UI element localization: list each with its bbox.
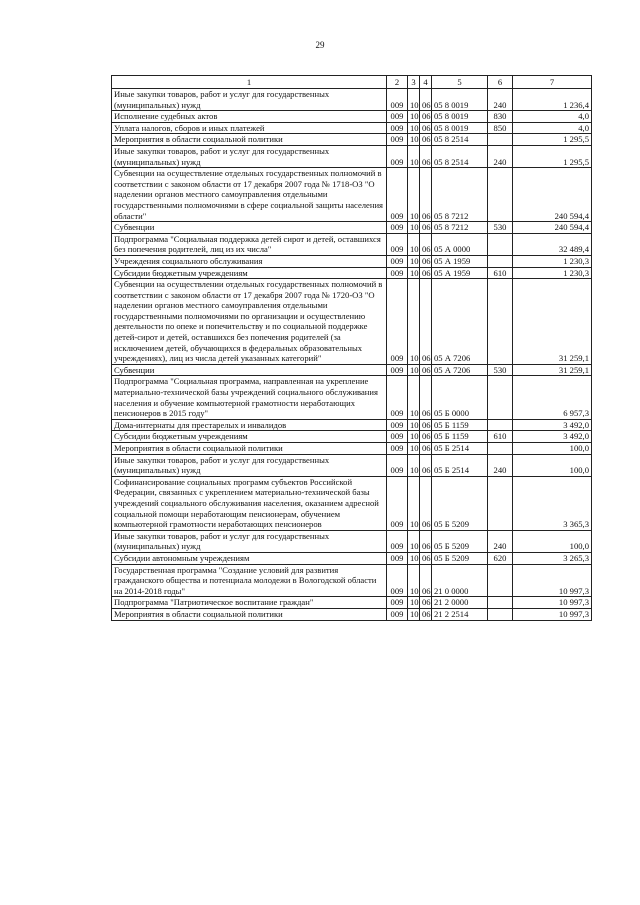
table-row bbox=[112, 597, 592, 609]
row-c7-cell: 3 492,0 bbox=[513, 419, 592, 431]
budget-table bbox=[111, 75, 592, 621]
row-c2-cell: 009 bbox=[387, 222, 408, 234]
row-name-cell: Мероприятия в области социальной политики bbox=[112, 443, 387, 455]
row-c4-cell: 06 bbox=[420, 145, 432, 167]
table-row bbox=[112, 168, 592, 222]
row-c5-cell: 05 Б 2514 bbox=[432, 454, 488, 476]
row-c2-cell: 009 bbox=[387, 431, 408, 443]
row-c7-cell: 10 997,3 bbox=[513, 564, 592, 597]
row-c6-cell: 530 bbox=[488, 364, 513, 376]
row-name-cell: Мероприятия в области социальной политики bbox=[112, 608, 387, 620]
row-c2-cell: 009 bbox=[387, 364, 408, 376]
row-c3-cell: 10 bbox=[408, 552, 420, 564]
row-name-cell: Дома-интернаты для престарелых и инвалидов bbox=[112, 419, 387, 431]
row-c5-cell: 05 А 1959 bbox=[432, 255, 488, 267]
row-c3-cell: 10 bbox=[408, 419, 420, 431]
row-c3-cell: 10 bbox=[408, 443, 420, 455]
row-c2-cell: 009 bbox=[387, 454, 408, 476]
row-c2-cell: 009 bbox=[387, 476, 408, 530]
table-row bbox=[112, 111, 592, 123]
row-c7-cell: 10 997,3 bbox=[513, 597, 592, 609]
header-row bbox=[112, 76, 592, 89]
row-c3-cell: 10 bbox=[408, 564, 420, 597]
row-c4-cell: 06 bbox=[420, 431, 432, 443]
row-c4-cell: 06 bbox=[420, 111, 432, 123]
row-c7-cell: 100,0 bbox=[513, 454, 592, 476]
page-number: 29 bbox=[315, 40, 325, 50]
row-c7-cell: 31 259,1 bbox=[513, 279, 592, 365]
row-name-cell: Уплата налогов, сборов и иных платежей bbox=[112, 122, 387, 134]
row-c6-cell bbox=[488, 597, 513, 609]
row-c6-cell: 530 bbox=[488, 222, 513, 234]
row-c6-cell: 610 bbox=[488, 431, 513, 443]
row-name-cell: Софинансирование социальных программ субъектов Российской Федерации, связанных с укреплением материально-технической базы учреждений социального обслуживания населения, оказанием адресной социальной помощи неработающим пенсионерам, обучением компьютерной грамотности неработающих пенсионеров bbox=[112, 476, 387, 530]
row-name-cell: Иные закупки товаров, работ и услуг для государственных (муниципальных) нужд bbox=[112, 454, 387, 476]
row-c3-cell: 10 bbox=[408, 279, 420, 365]
row-name-cell: Подпрограмма "Социальная программа, направленная на укрепление материально-технической базы учреждений социального обслуживания населения и обучение компьютерной грамотности неработающих пенсионеров в 2015 году" bbox=[112, 376, 387, 419]
row-name-cell: Субвенции на осуществление отдельных государственных полномочий в соответствии с законом области от 17 декабря 2007 года № 1718-ОЗ "О наделении органов местного самоуправления отдельными государственными полномочиями в сфере социальной защиты населения области" bbox=[112, 168, 387, 222]
table-row bbox=[112, 564, 592, 597]
row-c4-cell: 06 bbox=[420, 89, 432, 111]
row-c7-cell: 100,0 bbox=[513, 443, 592, 455]
row-c6-cell bbox=[488, 476, 513, 530]
table-row bbox=[112, 608, 592, 620]
row-c4-cell: 06 bbox=[420, 443, 432, 455]
table-row bbox=[112, 443, 592, 455]
row-c7-cell: 100,0 bbox=[513, 530, 592, 552]
row-c7-cell: 10 997,3 bbox=[513, 608, 592, 620]
row-c6-cell bbox=[488, 564, 513, 597]
row-c6-cell: 240 bbox=[488, 454, 513, 476]
row-c4-cell: 06 bbox=[420, 608, 432, 620]
row-c4-cell: 06 bbox=[420, 168, 432, 222]
row-c4-cell: 06 bbox=[420, 597, 432, 609]
row-c6-cell bbox=[488, 134, 513, 146]
row-c6-cell: 830 bbox=[488, 111, 513, 123]
row-name-cell: Подпрограмма "Социальная поддержка детей сирот и детей, оставшихся без попечения родителей, лиц из их числа" bbox=[112, 233, 387, 255]
row-c6-cell bbox=[488, 168, 513, 222]
row-c5-cell: 05 8 0019 bbox=[432, 89, 488, 111]
row-c3-cell: 10 bbox=[408, 222, 420, 234]
row-c2-cell: 009 bbox=[387, 279, 408, 365]
row-c4-cell: 06 bbox=[420, 552, 432, 564]
header-cell: 6 bbox=[488, 76, 513, 89]
row-c3-cell: 10 bbox=[408, 233, 420, 255]
row-name-cell: Субсидии бюджетным учреждениям bbox=[112, 267, 387, 279]
row-c6-cell: 620 bbox=[488, 552, 513, 564]
row-c7-cell: 240 594,4 bbox=[513, 168, 592, 222]
row-c5-cell: 21 2 0000 bbox=[432, 597, 488, 609]
table-row bbox=[112, 376, 592, 419]
row-c2-cell: 009 bbox=[387, 255, 408, 267]
header-cell: 5 bbox=[432, 76, 488, 89]
row-c3-cell: 10 bbox=[408, 134, 420, 146]
row-c3-cell: 10 bbox=[408, 168, 420, 222]
row-c4-cell: 06 bbox=[420, 476, 432, 530]
row-c7-cell: 1 236,4 bbox=[513, 89, 592, 111]
table-row bbox=[112, 122, 592, 134]
row-c6-cell bbox=[488, 608, 513, 620]
row-c5-cell: 05 Б 1159 bbox=[432, 419, 488, 431]
row-c7-cell: 1 230,3 bbox=[513, 255, 592, 267]
row-c3-cell: 10 bbox=[408, 476, 420, 530]
row-c5-cell: 05 Б 5209 bbox=[432, 530, 488, 552]
table-row bbox=[112, 476, 592, 530]
row-c3-cell: 10 bbox=[408, 530, 420, 552]
row-c4-cell: 06 bbox=[420, 419, 432, 431]
row-c5-cell: 05 Б 1159 bbox=[432, 431, 488, 443]
row-c6-cell bbox=[488, 255, 513, 267]
row-c6-cell bbox=[488, 419, 513, 431]
row-c5-cell: 05 Б 5209 bbox=[432, 476, 488, 530]
row-c6-cell bbox=[488, 279, 513, 365]
row-c4-cell: 06 bbox=[420, 255, 432, 267]
table-row bbox=[112, 255, 592, 267]
row-c7-cell: 31 259,1 bbox=[513, 364, 592, 376]
table-row bbox=[112, 233, 592, 255]
row-c6-cell: 240 bbox=[488, 145, 513, 167]
header-cell: 2 bbox=[387, 76, 408, 89]
row-c3-cell: 10 bbox=[408, 122, 420, 134]
header-cell: 1 bbox=[112, 76, 387, 89]
row-c2-cell: 009 bbox=[387, 530, 408, 552]
row-name-cell: Субвенции на осуществлении отдельных государственных полномочий в соответствии с законом области от 17 декабря 2007 года № 1720-ОЗ "О наделении органов местного самоуправления отдельными государственными полномочиями по организации и осуществлению деятельности по опеке и попечительству и по социальной поддержке детей-сирот и детей, оставшихся без попечения родителей (за исключением детей, обучающихся в федеральных образовательных учреждениях), лиц из числа детей указанных категорий" bbox=[112, 279, 387, 365]
row-c3-cell: 10 bbox=[408, 255, 420, 267]
row-c2-cell: 009 bbox=[387, 443, 408, 455]
row-c4-cell: 06 bbox=[420, 267, 432, 279]
row-c5-cell: 05 8 0019 bbox=[432, 111, 488, 123]
row-name-cell: Исполнение судебных актов bbox=[112, 111, 387, 123]
row-c3-cell: 10 bbox=[408, 267, 420, 279]
table-row bbox=[112, 364, 592, 376]
row-name-cell: Иные закупки товаров, работ и услуг для государственных (муниципальных) нужд bbox=[112, 145, 387, 167]
row-c2-cell: 009 bbox=[387, 122, 408, 134]
row-c4-cell: 06 bbox=[420, 454, 432, 476]
table-row bbox=[112, 431, 592, 443]
row-name-cell: Государственная программа "Создание условий для развития гражданского общества и потенциала молодежи в Вологодской области на 2014-2018 годы" bbox=[112, 564, 387, 597]
row-c5-cell: 05 А 1959 bbox=[432, 267, 488, 279]
table-row bbox=[112, 145, 592, 167]
row-c7-cell: 1 230,3 bbox=[513, 267, 592, 279]
row-c4-cell: 06 bbox=[420, 279, 432, 365]
row-c5-cell: 05 А 0000 bbox=[432, 233, 488, 255]
row-name-cell: Субвенции bbox=[112, 364, 387, 376]
row-c3-cell: 10 bbox=[408, 597, 420, 609]
row-c3-cell: 10 bbox=[408, 376, 420, 419]
row-c6-cell bbox=[488, 443, 513, 455]
table-row bbox=[112, 222, 592, 234]
row-c5-cell: 05 А 7206 bbox=[432, 364, 488, 376]
header-cell: 7 bbox=[513, 76, 592, 89]
row-c4-cell: 06 bbox=[420, 364, 432, 376]
row-c7-cell: 3 265,3 bbox=[513, 552, 592, 564]
row-c5-cell: 05 8 7212 bbox=[432, 222, 488, 234]
row-name-cell: Иные закупки товаров, работ и услуг для государственных (муниципальных) нужд bbox=[112, 89, 387, 111]
row-c6-cell bbox=[488, 233, 513, 255]
row-c3-cell: 10 bbox=[408, 111, 420, 123]
row-name-cell: Субсидии бюджетным учреждениям bbox=[112, 431, 387, 443]
row-c6-cell bbox=[488, 376, 513, 419]
row-c7-cell: 3 492,0 bbox=[513, 431, 592, 443]
row-c4-cell: 06 bbox=[420, 530, 432, 552]
row-c4-cell: 06 bbox=[420, 134, 432, 146]
row-c2-cell: 009 bbox=[387, 111, 408, 123]
row-c2-cell: 009 bbox=[387, 145, 408, 167]
row-c6-cell: 240 bbox=[488, 530, 513, 552]
row-c2-cell: 009 bbox=[387, 134, 408, 146]
row-c3-cell: 10 bbox=[408, 431, 420, 443]
row-c5-cell: 21 2 2514 bbox=[432, 608, 488, 620]
row-c2-cell: 009 bbox=[387, 608, 408, 620]
row-c2-cell: 009 bbox=[387, 552, 408, 564]
row-c6-cell: 240 bbox=[488, 89, 513, 111]
row-c2-cell: 009 bbox=[387, 376, 408, 419]
header-cell: 4 bbox=[420, 76, 432, 89]
row-c3-cell: 10 bbox=[408, 454, 420, 476]
row-name-cell: Субсидии автономным учреждениям bbox=[112, 552, 387, 564]
table-row bbox=[112, 279, 592, 365]
row-c3-cell: 10 bbox=[408, 89, 420, 111]
row-c2-cell: 009 bbox=[387, 89, 408, 111]
table-row bbox=[112, 267, 592, 279]
row-c3-cell: 10 bbox=[408, 608, 420, 620]
row-c2-cell: 009 bbox=[387, 168, 408, 222]
row-c5-cell: 05 8 2514 bbox=[432, 134, 488, 146]
row-c4-cell: 06 bbox=[420, 122, 432, 134]
row-c6-cell: 850 bbox=[488, 122, 513, 134]
row-name-cell: Мероприятия в области социальной политики bbox=[112, 134, 387, 146]
row-c2-cell: 009 bbox=[387, 233, 408, 255]
row-c7-cell: 1 295,5 bbox=[513, 145, 592, 167]
row-c3-cell: 10 bbox=[408, 145, 420, 167]
row-c5-cell: 05 8 7212 bbox=[432, 168, 488, 222]
table-row bbox=[112, 89, 592, 111]
row-name-cell: Подпрограмма "Патриотическое воспитание граждан" bbox=[112, 597, 387, 609]
table-row bbox=[112, 134, 592, 146]
row-c5-cell: 21 0 0000 bbox=[432, 564, 488, 597]
row-c5-cell: 05 8 0019 bbox=[432, 122, 488, 134]
row-c4-cell: 06 bbox=[420, 222, 432, 234]
row-c2-cell: 009 bbox=[387, 419, 408, 431]
row-c5-cell: 05 8 2514 bbox=[432, 145, 488, 167]
row-c7-cell: 4,0 bbox=[513, 122, 592, 134]
table-row bbox=[112, 419, 592, 431]
row-c2-cell: 009 bbox=[387, 267, 408, 279]
row-c5-cell: 05 Б 2514 bbox=[432, 443, 488, 455]
table-row bbox=[112, 530, 592, 552]
row-c7-cell: 4,0 bbox=[513, 111, 592, 123]
row-c5-cell: 05 А 7206 bbox=[432, 279, 488, 365]
row-c6-cell: 610 bbox=[488, 267, 513, 279]
row-c4-cell: 06 bbox=[420, 376, 432, 419]
row-c5-cell: 05 Б 5209 bbox=[432, 552, 488, 564]
row-c7-cell: 3 365,3 bbox=[513, 476, 592, 530]
row-c5-cell: 05 Б 0000 bbox=[432, 376, 488, 419]
row-c4-cell: 06 bbox=[420, 564, 432, 597]
row-c2-cell: 009 bbox=[387, 597, 408, 609]
row-c3-cell: 10 bbox=[408, 364, 420, 376]
row-c7-cell: 6 957,3 bbox=[513, 376, 592, 419]
table-row bbox=[112, 552, 592, 564]
header-cell: 3 bbox=[408, 76, 420, 89]
row-name-cell: Иные закупки товаров, работ и услуг для государственных (муниципальных) нужд bbox=[112, 530, 387, 552]
table-row bbox=[112, 454, 592, 476]
row-name-cell: Учреждения социального обслуживания bbox=[112, 255, 387, 267]
row-name-cell: Субвенции bbox=[112, 222, 387, 234]
row-c7-cell: 1 295,5 bbox=[513, 134, 592, 146]
row-c7-cell: 32 489,4 bbox=[513, 233, 592, 255]
row-c4-cell: 06 bbox=[420, 233, 432, 255]
row-c2-cell: 009 bbox=[387, 564, 408, 597]
row-c7-cell: 240 594,4 bbox=[513, 222, 592, 234]
